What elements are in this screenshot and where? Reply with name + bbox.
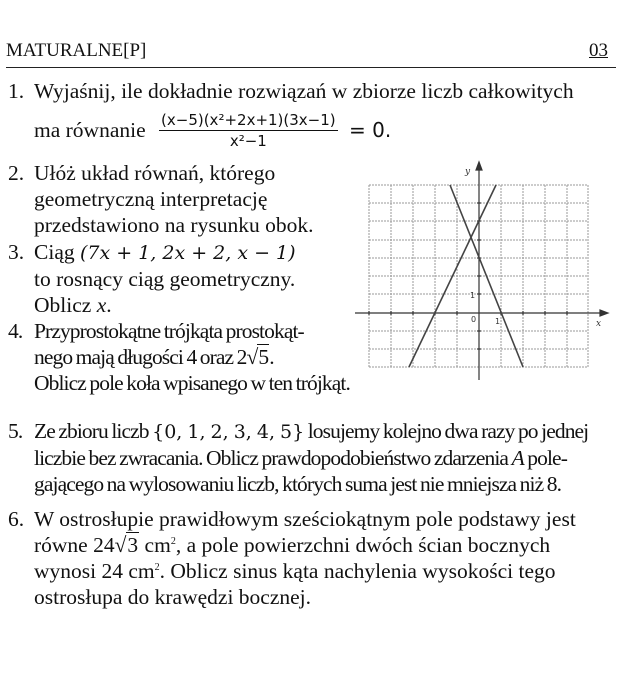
problem-text-line bbox=[34, 445, 588, 471]
problem-text-line: ma równanie bbox=[34, 118, 146, 143]
problem-number: 5. bbox=[8, 419, 23, 443]
page-number: 03 bbox=[589, 40, 608, 61]
x-tick-label: 1 bbox=[495, 317, 501, 326]
problem-text-line: Wyjaśnij, ile dokładnie rozwiązań w zbiorze liczb całkowitych bbox=[34, 79, 574, 103]
problem-text-line: Ułóż układ równań, którego bbox=[34, 161, 276, 185]
problem-number: 6. bbox=[8, 507, 25, 531]
radicand: 5 bbox=[258, 345, 269, 369]
text-fragment: liczbie bez zwracania. Oblicz prawdopodobieństwo zdarzenia bbox=[34, 446, 509, 470]
page-header bbox=[6, 40, 616, 68]
text-fragment: losujemy kolejno dwa razy po jednej bbox=[307, 419, 589, 443]
problem-text-line: gającego na wylosowaniu liczb, których suma jest nie mniejsza niż 8. bbox=[34, 472, 562, 496]
y-axis-label: y bbox=[465, 167, 471, 177]
problem-text-line bbox=[34, 292, 296, 318]
problem-text-line bbox=[34, 239, 296, 266]
number-set: {0, 1, 2, 3, 4, 5} bbox=[152, 421, 305, 443]
text-fragment: . Oblicz sinus kąta nachylenia wysokości tego bbox=[159, 559, 556, 583]
y-axis-arrow-icon bbox=[476, 162, 482, 170]
problem-text-line bbox=[34, 532, 576, 558]
problem-number: 2. bbox=[8, 161, 25, 185]
x-axis-arrow-icon bbox=[600, 310, 608, 316]
header-title: MATURALNE[P] bbox=[6, 40, 147, 61]
problem-number: 4. bbox=[8, 319, 23, 343]
text-fragment: cm bbox=[139, 533, 171, 557]
text-fragment: pole- bbox=[527, 446, 567, 470]
equation-rhs: = 0. bbox=[349, 118, 392, 143]
problem-text-line bbox=[34, 558, 576, 584]
y-tick-label: 1 bbox=[470, 291, 476, 300]
exponent: 2 bbox=[154, 561, 160, 573]
rising-line bbox=[409, 185, 496, 367]
fraction-denominator: x²−1 bbox=[229, 131, 267, 150]
text-fragment: Ze zbioru liczb bbox=[34, 419, 149, 443]
text-fragment: wynosi 24 cm bbox=[34, 559, 155, 583]
sequence-expression: (7x + 1, 2x + 2, x − 1) bbox=[79, 242, 296, 264]
square-root: √5 bbox=[246, 345, 269, 369]
text-fragment: nego mają długości 4 oraz 2 bbox=[34, 345, 247, 369]
problem-text-line: przedstawiono na rysunku obok. bbox=[34, 213, 314, 237]
text-fragment: . bbox=[269, 345, 274, 369]
x-axis-label: x bbox=[596, 319, 602, 329]
coordinate-graph bbox=[340, 160, 620, 390]
equation-line bbox=[34, 108, 574, 148]
problem-number: 3. bbox=[8, 240, 25, 264]
problem-text-line: to rosnący ciąg geometryczny. bbox=[34, 267, 296, 291]
problem-text-line: ostrosłupa do krawędzi bocznej. bbox=[34, 585, 312, 609]
problem-text-line bbox=[34, 344, 350, 370]
text-fragment: Oblicz bbox=[34, 293, 92, 317]
text-fragment: , a pole powierzchni dwóch ścian bocznych bbox=[175, 533, 551, 557]
radicand: 3 bbox=[127, 533, 139, 557]
origin-label: 0 bbox=[471, 315, 477, 324]
text-fragment: Ciąg bbox=[34, 240, 75, 264]
fraction-numerator: (x−5)(x²+2x+1)(3x−1) bbox=[161, 110, 336, 129]
problem-number: 1. bbox=[8, 79, 25, 103]
problem-text-line: geometryczną interpretację bbox=[34, 187, 268, 211]
text-fragment: równe 24 bbox=[34, 533, 115, 557]
text-fragment: . bbox=[106, 293, 112, 317]
variable: x bbox=[96, 293, 107, 317]
problem-text-line: W ostrosłupie prawidłowym sześciokątnym pole podstawy jest bbox=[34, 507, 576, 531]
axes bbox=[355, 162, 608, 380]
problem-text-line bbox=[34, 418, 588, 445]
problem-text-line: Przyprostokątne trójkąta prostokąt- bbox=[34, 319, 304, 343]
problem-text-line: Oblicz pole koła wpisanego w ten trójkąt. bbox=[34, 371, 350, 395]
exponent: 2 bbox=[170, 535, 176, 547]
square-root: √3 bbox=[114, 533, 139, 557]
event-variable: A bbox=[511, 446, 524, 470]
fraction bbox=[159, 110, 338, 151]
